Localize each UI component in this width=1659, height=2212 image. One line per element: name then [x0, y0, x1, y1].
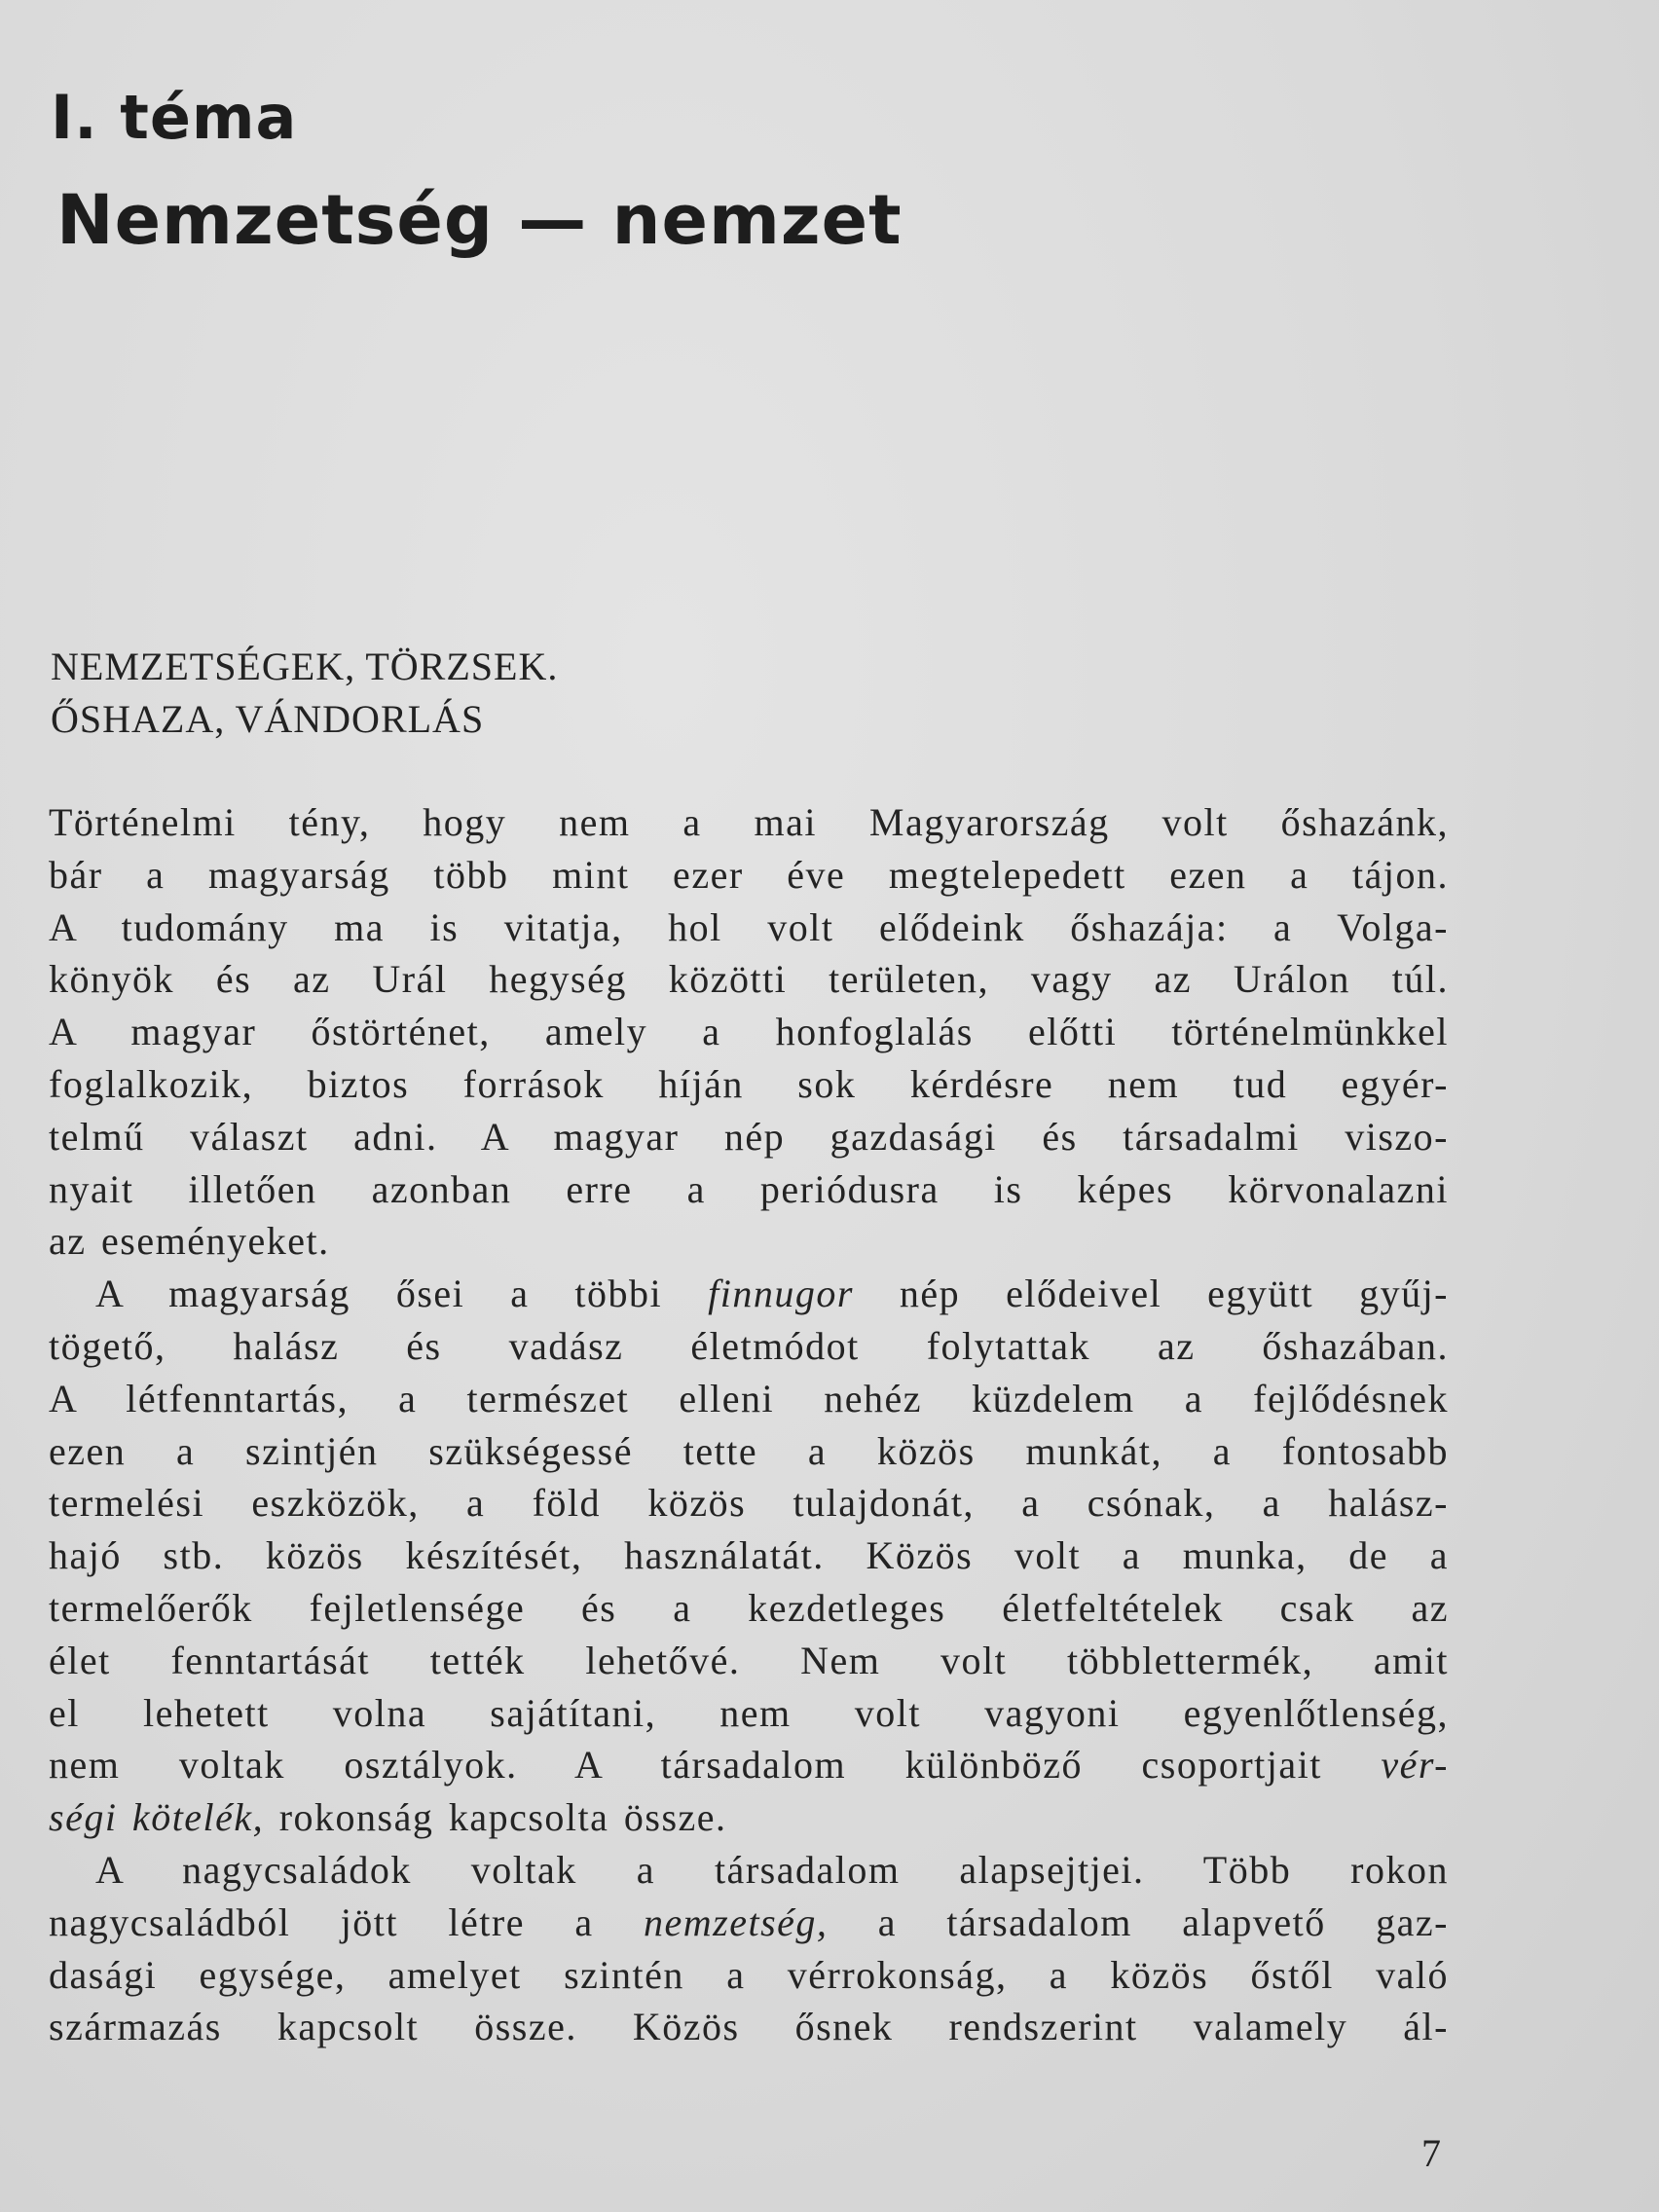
- text-line: termelőerők fejletlensége és a kezdetleges életfeltételek csak az: [49, 1585, 1449, 1630]
- section-heading-line-1: NEMZETSÉGEK, TÖRZSEK.: [51, 645, 559, 688]
- text-line: hajó stb. közös készítését, használatát. Közös volt a munka, de a: [49, 1533, 1449, 1578]
- text-line: dasági egysége, amelyet szintén a vérrokonság, a közös őstől való: [49, 1952, 1449, 1997]
- section-heading-line-2: ŐSHAZA, VÁNDORLÁS: [51, 697, 485, 741]
- text-line: tögető, halász és vadász életmódot folytattak az őshazában.: [49, 1323, 1449, 1368]
- italic-term: ségi kötelék,: [49, 1795, 265, 1840]
- text-line: [49, 1268, 1449, 1320]
- text-line: [49, 1739, 1449, 1791]
- text-line: termelési eszközök, a föld közös tulajdonát, a csónak, a halász-: [49, 1481, 1449, 1526]
- text-line: foglalkozik, biztos források híján sok kérdésre nem tud egyér-: [49, 1061, 1449, 1106]
- chapter-title: Nemzetség — nemzet: [56, 180, 903, 260]
- text-line: A nagycsaládok voltak a társadalom alapsejtjei. Több rokon: [95, 1847, 1449, 1892]
- text-line: [49, 1791, 1449, 1844]
- chapter-header: [51, 76, 903, 267]
- text-line: A tudomány ma is vitatja, hol volt elődeink őshazája: a Volga-: [49, 904, 1449, 949]
- text-line: [49, 1897, 1449, 1949]
- text-line: könyök és az Urál hegység közötti területen, vagy az Urálon túl.: [49, 957, 1449, 1002]
- text-line: A létfenntartás, a természet elleni nehéz küzdelem a fejlődésnek: [49, 1376, 1449, 1420]
- text-run: nagycsaládból jött létre a: [49, 1899, 644, 1944]
- text-run: nem voltak osztályok. A társadalom különböző csoportjait: [49, 1743, 1382, 1788]
- italic-term: finnugor: [708, 1272, 854, 1316]
- text-line: A magyar őstörténet, amely a honfoglalás előtti történelmünkkel: [49, 1010, 1449, 1054]
- text-run: A magyarság ősei a többi: [95, 1272, 709, 1316]
- text-line: Történelmi tény, hogy nem a mai Magyarország volt őshazánk,: [49, 800, 1449, 844]
- text-line: az eseményeket.: [49, 1219, 330, 1264]
- text-line: telmű választ adni. A magyar nép gazdasági és társadalmi viszo-: [49, 1114, 1449, 1159]
- text-line: nyait illetően azonban erre a periódusra is képes körvonalazni: [49, 1166, 1449, 1211]
- text-line: származás kapcsolt össze. Közös ősnek rendszerint valamely ál-: [49, 2005, 1449, 2049]
- text-run: rokonság kapcsolta össze.: [264, 1795, 727, 1840]
- chapter-number: I. téma: [51, 82, 298, 153]
- italic-term: nemzetség,: [644, 1899, 829, 1944]
- section-heading: [51, 641, 558, 746]
- text-line: el lehetett volna sajátítani, nem volt vagyoni egyenlőtlenség,: [49, 1690, 1449, 1735]
- body-text: [49, 796, 1449, 2053]
- italic-term: vér-: [1381, 1743, 1449, 1788]
- text-line: ezen a szintjén szükségessé tette a közös munkát, a fontosabb: [49, 1428, 1449, 1473]
- text-line: bár a magyarság több mint ezer éve megtelepedett ezen a tájon.: [49, 852, 1449, 897]
- text-run: a társadalom alapvető gaz-: [828, 1899, 1449, 1944]
- text-run: nép elődeivel együtt gyűj-: [853, 1272, 1449, 1316]
- page-number: 7: [1421, 2131, 1441, 2175]
- text-line: élet fenntartását tették lehetővé. Nem volt többlettermék, amit: [49, 1638, 1449, 1682]
